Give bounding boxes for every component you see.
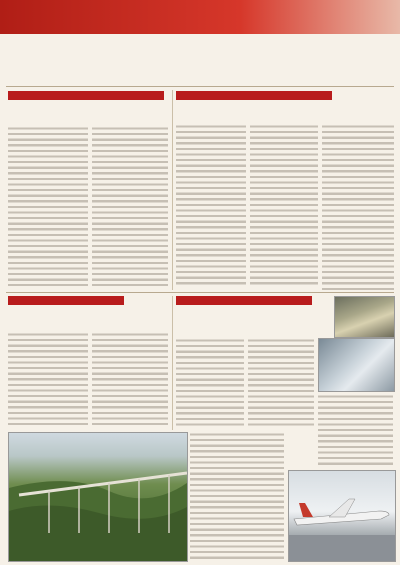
article-column [176,338,244,428]
article-column [92,126,168,286]
bridge-illustration [9,433,187,561]
article-column [318,394,393,466]
article-column [176,124,246,288]
divider [6,86,394,87]
photo-station [318,338,395,392]
banner [0,0,400,34]
section-tag [176,91,332,100]
article-column [8,332,88,428]
divider [6,292,394,293]
masthead [388,2,394,22]
article-column [250,124,318,288]
section-tag [8,296,124,305]
column-divider [172,90,173,290]
article-column [248,338,314,428]
photo-workers [334,296,395,338]
photo-highway-bridge [8,432,188,562]
article-column [8,126,88,286]
article-column [190,432,284,560]
airplane-illustration [289,471,395,561]
article-column [92,332,168,428]
article-column [322,124,394,292]
section-tag [176,296,312,305]
column-divider [172,296,173,430]
section-tag [8,91,164,100]
photo-airplane [288,470,396,562]
